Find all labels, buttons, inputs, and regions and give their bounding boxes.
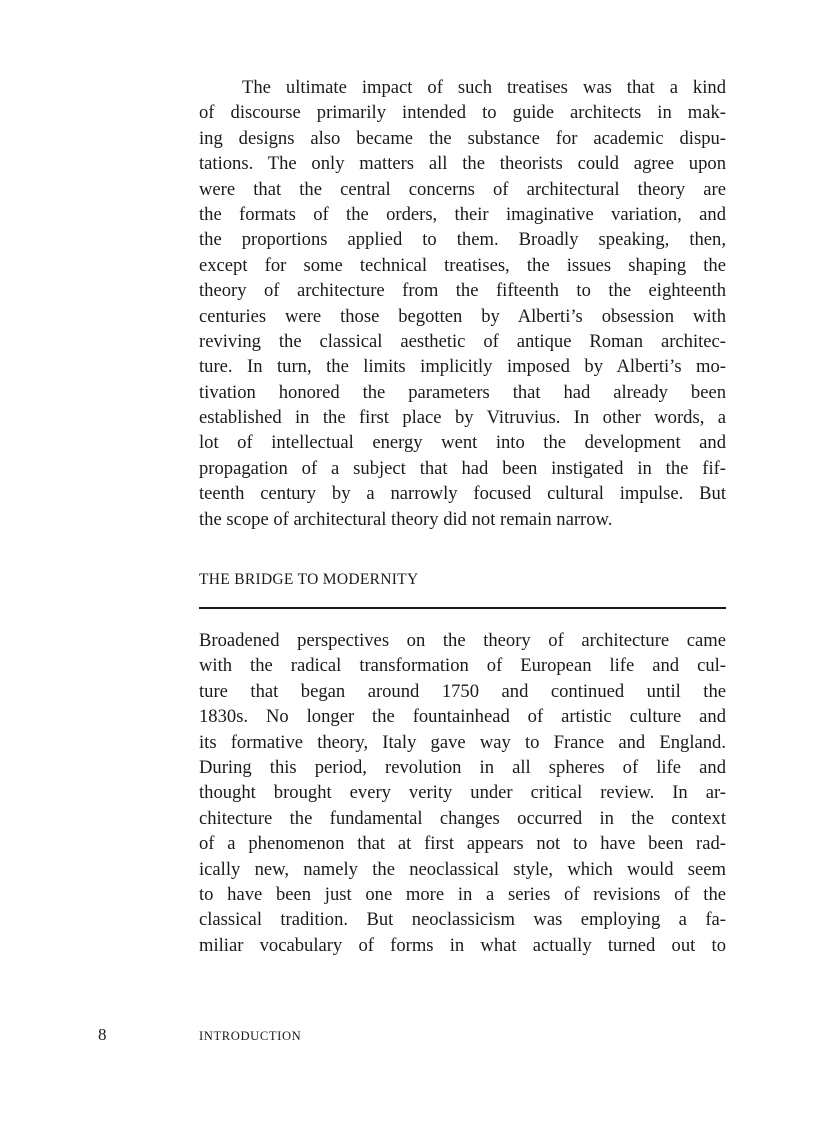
text-line: ture. In turn, the limits implicitly imposed by Alberti’s mo- [199,356,726,378]
text-line: established in the first place by Vitruvius. In other words, a [199,407,726,429]
text-line: the formats of the orders, their imaginative variation, and [199,203,726,225]
text-line: chitecture the fundamental changes occurred in the context [199,807,726,829]
text-line: of a phenomenon that at first appears not to have been rad- [199,833,726,855]
section-heading: THE BRIDGE TO MODERNITY [199,571,419,588]
text-line: propagation of a subject that had been instigated in the fif- [199,457,726,479]
text-line: were that the central concerns of architectural theory are [199,178,726,200]
text-line: Broadened perspectives on the theory of architecture came [199,630,726,651]
text-line: thought brought every verity under critical review. In ar- [199,782,726,804]
text-line: except for some technical treatises, the issues shaping the [199,254,726,276]
paragraph-modernity [199,628,726,958]
text-line: lot of intellectual energy went into the development and [199,432,726,454]
text-line: teenth century by a narrowly focused cultural impulse. But [199,483,726,505]
text-line: ing designs also became the substance for academic dispu- [199,127,726,149]
text-line: classical tradition. But neoclassicism was employing a fa- [199,909,726,931]
text-line: ically new, namely the neoclassical style, which would seem [199,858,726,880]
text-line: with the radical transformation of European life and cul- [199,655,726,677]
running-title: INTRODUCTION [199,1029,302,1043]
text-line: reviving the classical aesthetic of antique Roman architec- [199,330,726,352]
text-line: to have been just one more in a series of revisions of the [199,883,726,905]
text-line: During this period, revolution in all spheres of life and [199,756,726,778]
text-line: of discourse primarily intended to guide architects in mak- [199,102,726,124]
text-line: centuries were those begotten by Alberti’s obsession with [199,305,726,327]
text-line: its formative theory, Italy gave way to France and England. [199,731,726,753]
text-line: ture that began around 1750 and continued until the [199,680,726,702]
text-line: theory of architecture from the fifteenth to the eighteenth [199,280,726,302]
text-line: the scope of architectural theory did not remain narrow. [199,508,613,530]
text-line: The ultimate impact of such treatises was that a kind [242,77,726,98]
text-line: tations. The only matters all the theorists could agree upon [199,153,726,175]
text-line: miliar vocabulary of forms in what actually turned out to [199,934,726,956]
text-line: 1830s. No longer the fountainhead of artistic culture and [199,706,726,728]
page-number: 8 [98,1025,107,1044]
heading-rule [199,607,726,609]
text-line: the proportions applied to them. Broadly speaking, then, [199,229,726,251]
paragraph-treatises [199,75,726,532]
text-line: tivation honored the parameters that had already been [199,381,726,403]
